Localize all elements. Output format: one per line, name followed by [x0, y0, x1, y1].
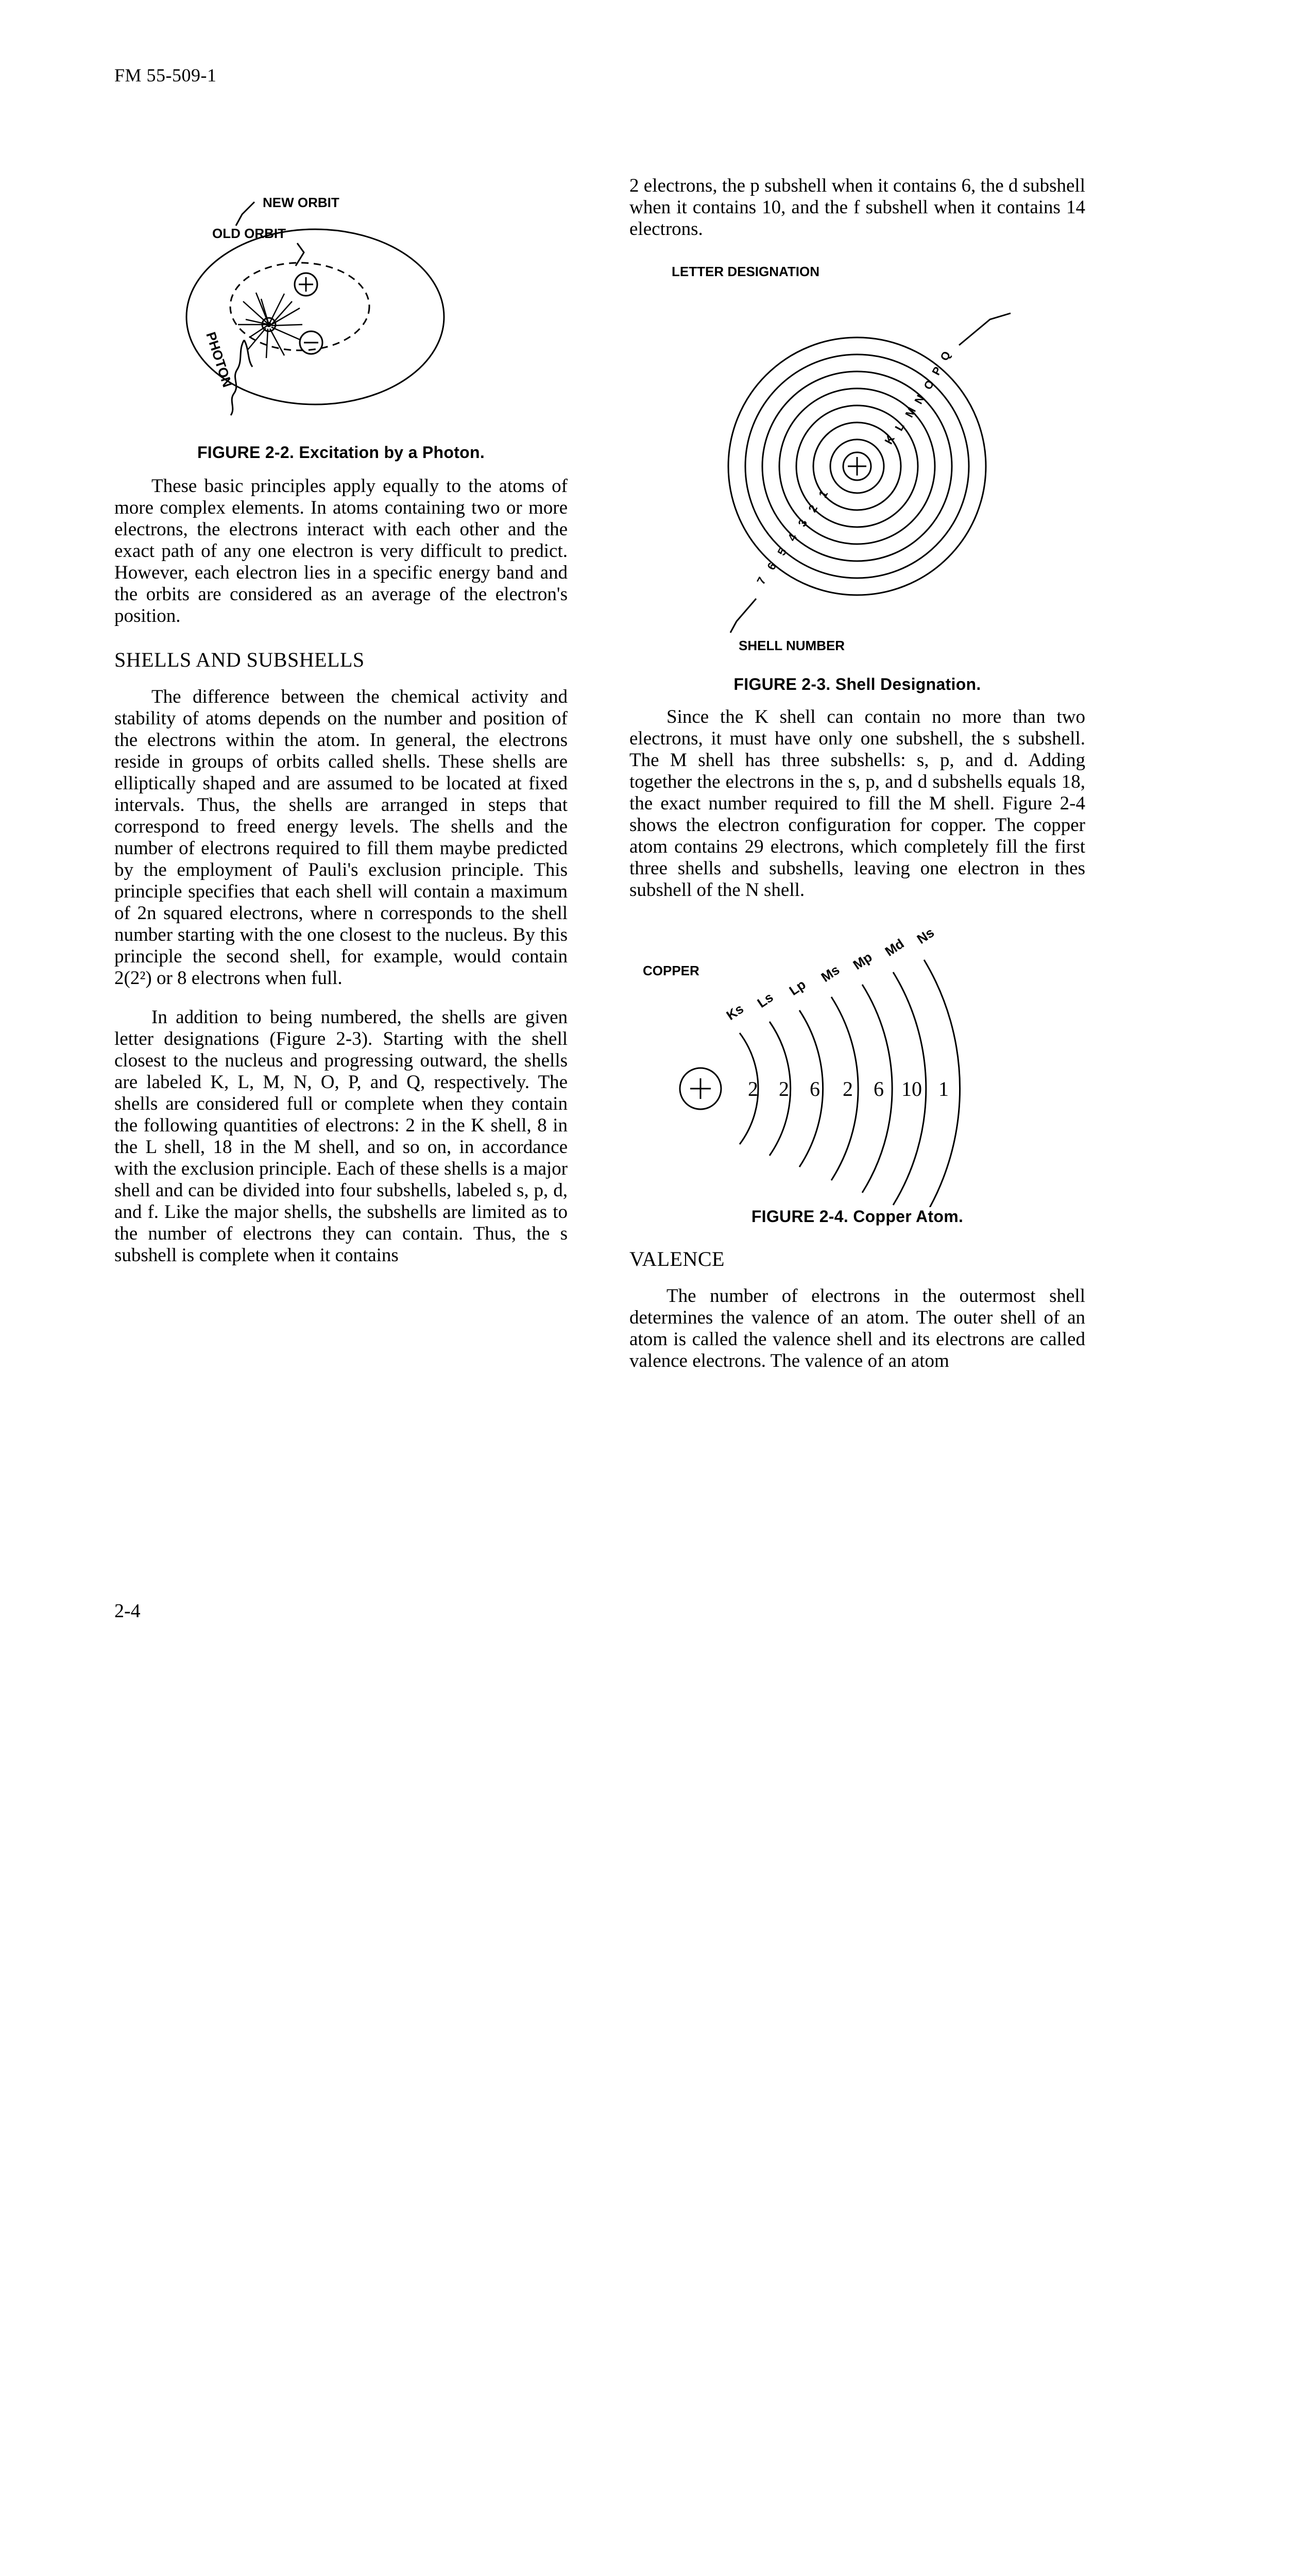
figure-2-4-title: COPPER — [643, 963, 699, 978]
figure-2-3-number-3: 3 — [795, 517, 810, 529]
page-header: FM 55-509-1 — [114, 65, 217, 86]
left-column — [114, 170, 568, 1284]
figure-2-4-shell-Ks: Ks — [723, 1001, 746, 1023]
figure-2-3-number-1: 1 — [816, 488, 831, 500]
figure-2-4-count-5: 6 — [874, 1077, 884, 1100]
figure-2-4-count-7: 1 — [938, 1077, 949, 1100]
figure-2-3-label-letter-designation: LETTER DESIGNATION — [672, 264, 819, 279]
right-paragraph-bottom: The number of electrons in the outermost shell determines the valence of an atom. The outer shell of an atom is called the valence shell and its electrons are called valence electrons. The valence of an atom — [629, 1285, 1085, 1371]
figure-2-2-label-new-orbit: NEW ORBIT — [263, 195, 339, 210]
watermark — [0, 1484, 1316, 1700]
figure-2-3-number-6: 6 — [764, 560, 779, 572]
figure-2-4-graphic — [629, 919, 1085, 1207]
figure-2-4-shell-Lp: Lp — [786, 976, 809, 998]
figure-2-2 — [114, 170, 568, 462]
right-column — [629, 175, 1085, 1389]
left-paragraph-3: In addition to being numbered, the shells are given letter designations (Figure 2-3). Starting with the shell closest to the nucleus and progressing outward, the shells are labeled K, L, M, N, O, P, and Q, respectively. The shells are considered full or complete when they contain the following quantities of electrons: 2 in the K shell, 8 in the L shell, 18 in the M shell, and so on, in accordance with the exclusion principle. Each of these shells is a major shell and can be divided into four subshells, labeled s, p, d, and f. Like the major shells, the subshells are limited as to the number of electrons they can contain. Thus, the s subshell is complete when it contains — [114, 1007, 568, 1266]
figure-2-3 — [629, 258, 1085, 694]
page-number: 2-4 — [114, 1600, 141, 1622]
figure-2-4-shell-Md: Md — [882, 936, 907, 959]
heading-valence: VALENCE — [629, 1247, 725, 1270]
figure-2-4-shell-Mp: Mp — [850, 949, 875, 973]
figure-2-4 — [629, 919, 1085, 1226]
figure-2-3-number-7: 7 — [754, 574, 769, 587]
figure-2-4-count-3: 6 — [810, 1077, 820, 1100]
figure-2-4-count-6: 10 — [901, 1077, 922, 1100]
heading-shells-and-subshells: SHELLS AND SUBSHELLS — [114, 648, 365, 671]
figure-2-3-letter-L: L — [892, 420, 907, 433]
figure-2-4-count-1: 2 — [748, 1077, 758, 1100]
figure-2-3-label-shell-number: SHELL NUMBER — [739, 638, 845, 653]
left-paragraph-1: These basic principles apply equally to the atoms of more complex elements. In atoms containing two or more electrons, the electrons interact with each other and the exact path of any one electron is very difficult to predict. However, each electron lies in a specific energy band and the orbits are considered as an average of the electron's position. — [114, 476, 568, 626]
figure-2-2-label-photon: PHOTON — [203, 330, 236, 389]
right-paragraph-top: 2 electrons, the p subshell when it contains 6, the d subshell when it contains 10, and the f subshell when it contains 14 electrons. — [629, 175, 1085, 240]
figure-2-3-number-5: 5 — [775, 546, 790, 558]
figure-2-4-shell-Ls: Ls — [754, 989, 776, 1011]
figure-2-2-graphic — [114, 170, 568, 443]
figure-2-3-graphic — [629, 258, 1085, 675]
figure-2-4-count-2: 2 — [779, 1077, 789, 1100]
figure-2-4-caption: FIGURE 2-4. Copper Atom. — [751, 1207, 964, 1226]
figure-2-4-shell-Ms: Ms — [818, 961, 843, 985]
figure-2-4-shell-Ns: Ns — [914, 924, 937, 947]
right-paragraph-mid: Since the K shell can contain no more than two electrons, it must have only one subshell, the s subshell. The M shell has three subshells: s, p, and d. Adding together the electrons in the s, p, and d subshells equals 18, the exact number required to fill the M shell. Figure 2-4 shows the electron configuration for copper. The copper atom contains 29 electrons, which completely fill the first three shells and subshells, leaving one electron in thes subshell of the N shell. — [629, 706, 1085, 901]
figure-2-3-letter-O: O — [921, 378, 937, 392]
figure-2-3-letter-Q: Q — [937, 349, 953, 363]
figure-2-2-label-old-orbit: OLD ORBIT — [212, 226, 286, 241]
figure-2-3-letter-K: K — [882, 433, 897, 447]
figure-2-3-letter-P: P — [929, 364, 945, 378]
figure-2-3-letter-N: N — [912, 393, 927, 406]
figure-2-3-number-4: 4 — [785, 531, 800, 544]
left-paragraph-2: The difference between the chemical activity and stability of atoms depends on the number and position of the electrons within the atom. In general, the electrons reside in groups of orbits called shells. These shells are elliptically shaped and are assumed to be located at fixed intervals. Thus, the shells are arranged in steps that correspond to freed energy levels. The shells and the number of electrons required to fill them maybe predicted by the employment of Pauli's exclusion principle. This principle specifies that each shell will contain a maximum of 2n squared electrons, where n corresponds to the shell number starting with the one closest to the nucleus. By this principle the second shell, for example, would contain 2(2²) or 8 electrons when full. — [114, 686, 568, 989]
figure-2-2-caption: FIGURE 2-2. Excitation by a Photon. — [197, 443, 485, 462]
figure-2-3-number-2: 2 — [806, 502, 821, 515]
figure-2-3-caption: FIGURE 2-3. Shell Designation. — [733, 675, 981, 693]
figure-2-3-letter-M: M — [902, 405, 919, 420]
figure-2-4-count-4: 2 — [843, 1077, 853, 1100]
